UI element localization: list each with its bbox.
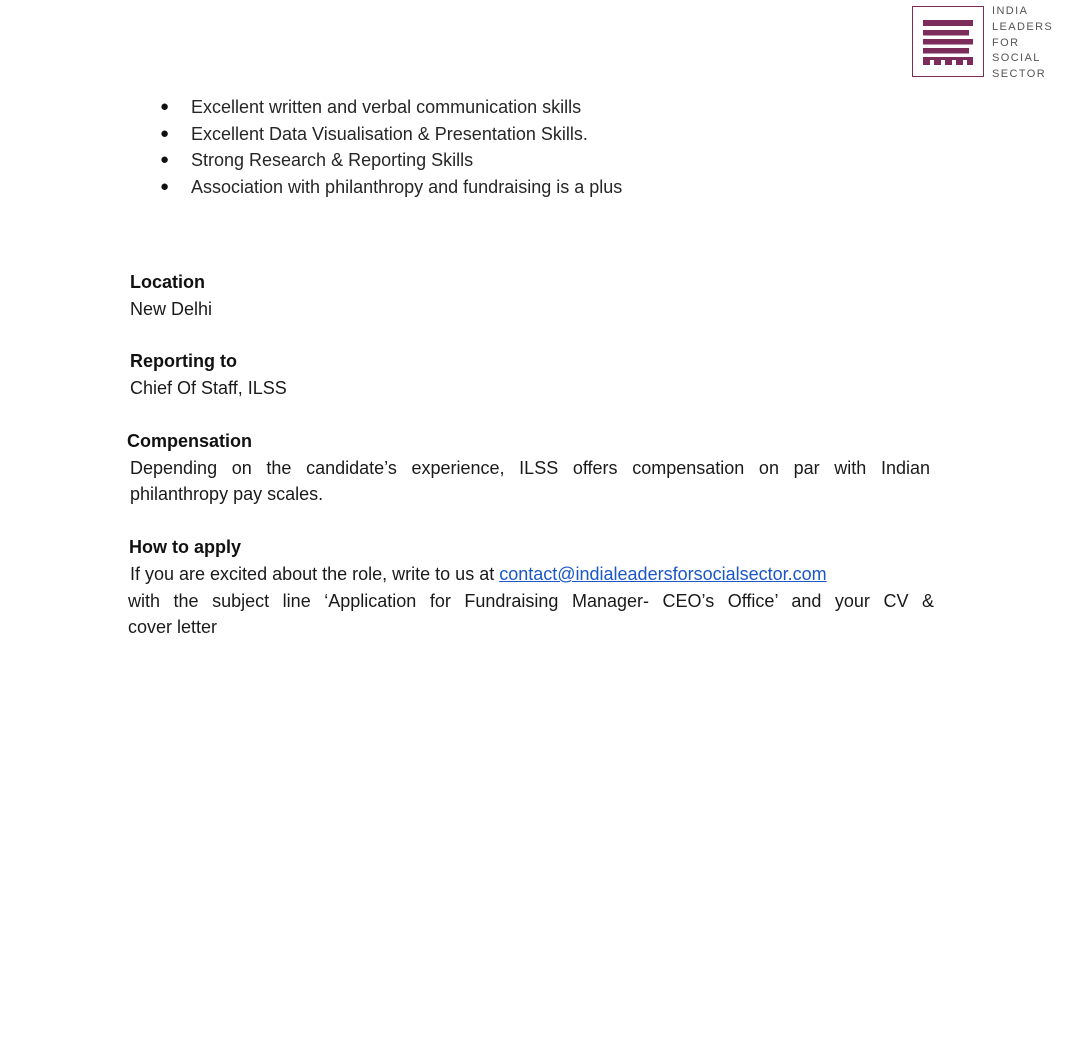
- organization-logo: [912, 4, 1052, 80]
- logo-word: SOCIAL: [992, 52, 1041, 65]
- logo-word: LEADERS: [992, 20, 1054, 33]
- apply-heading: How to apply: [129, 537, 241, 557]
- skills-list: [160, 94, 622, 200]
- list-item: [160, 147, 622, 174]
- logo-emblem: [912, 6, 984, 77]
- bullet-icon: ●: [160, 98, 170, 115]
- compensation-line-1: Depending on the candidate’s experience, ILSS offers compensation on par with Indian: [130, 458, 930, 478]
- apply-line-1: [130, 564, 827, 585]
- list-item: [160, 174, 622, 201]
- logo-word: FOR: [992, 36, 1020, 49]
- reporting-heading: Reporting to: [130, 351, 237, 371]
- apply-line-3: cover letter: [128, 617, 218, 637]
- compensation-line-2: philanthropy pay scales.: [130, 484, 324, 504]
- apply-intro: If you are excited about the role, write to us at: [130, 564, 500, 584]
- reporting-value: Chief Of Staff, ILSS: [130, 378, 287, 398]
- logo-mark-icon: [913, 7, 982, 75]
- compensation-heading: Compensation: [127, 431, 253, 451]
- list-item: [160, 121, 622, 148]
- list-item-text: Excellent Data Visualisation & Presentation Skills.: [191, 123, 588, 144]
- bullet-icon: ●: [160, 177, 170, 195]
- logo-wordmark: [992, 4, 1053, 83]
- apply-line-2: with the subject line ‘Application for Fundraising Manager- CEO’s Office’ and your CV &: [128, 591, 934, 611]
- contact-email-link[interactable]: contact@indialeadersforsocialsector.com: [499, 564, 827, 584]
- location-heading: Location: [130, 272, 205, 292]
- list-item: [160, 94, 622, 121]
- logo-word: SECTOR: [992, 68, 1047, 81]
- list-item-text: Association with philanthropy and fundraising is a plus: [191, 176, 623, 197]
- bullet-icon: ●: [160, 124, 170, 142]
- list-item-text: Strong Research & Reporting Skills: [191, 150, 474, 171]
- list-item-text: Excellent written and verbal communication skills: [191, 97, 582, 117]
- bullet-icon: ●: [160, 151, 170, 169]
- logo-word: INDIA: [992, 5, 1029, 17]
- location-value: New Delhi: [130, 299, 213, 319]
